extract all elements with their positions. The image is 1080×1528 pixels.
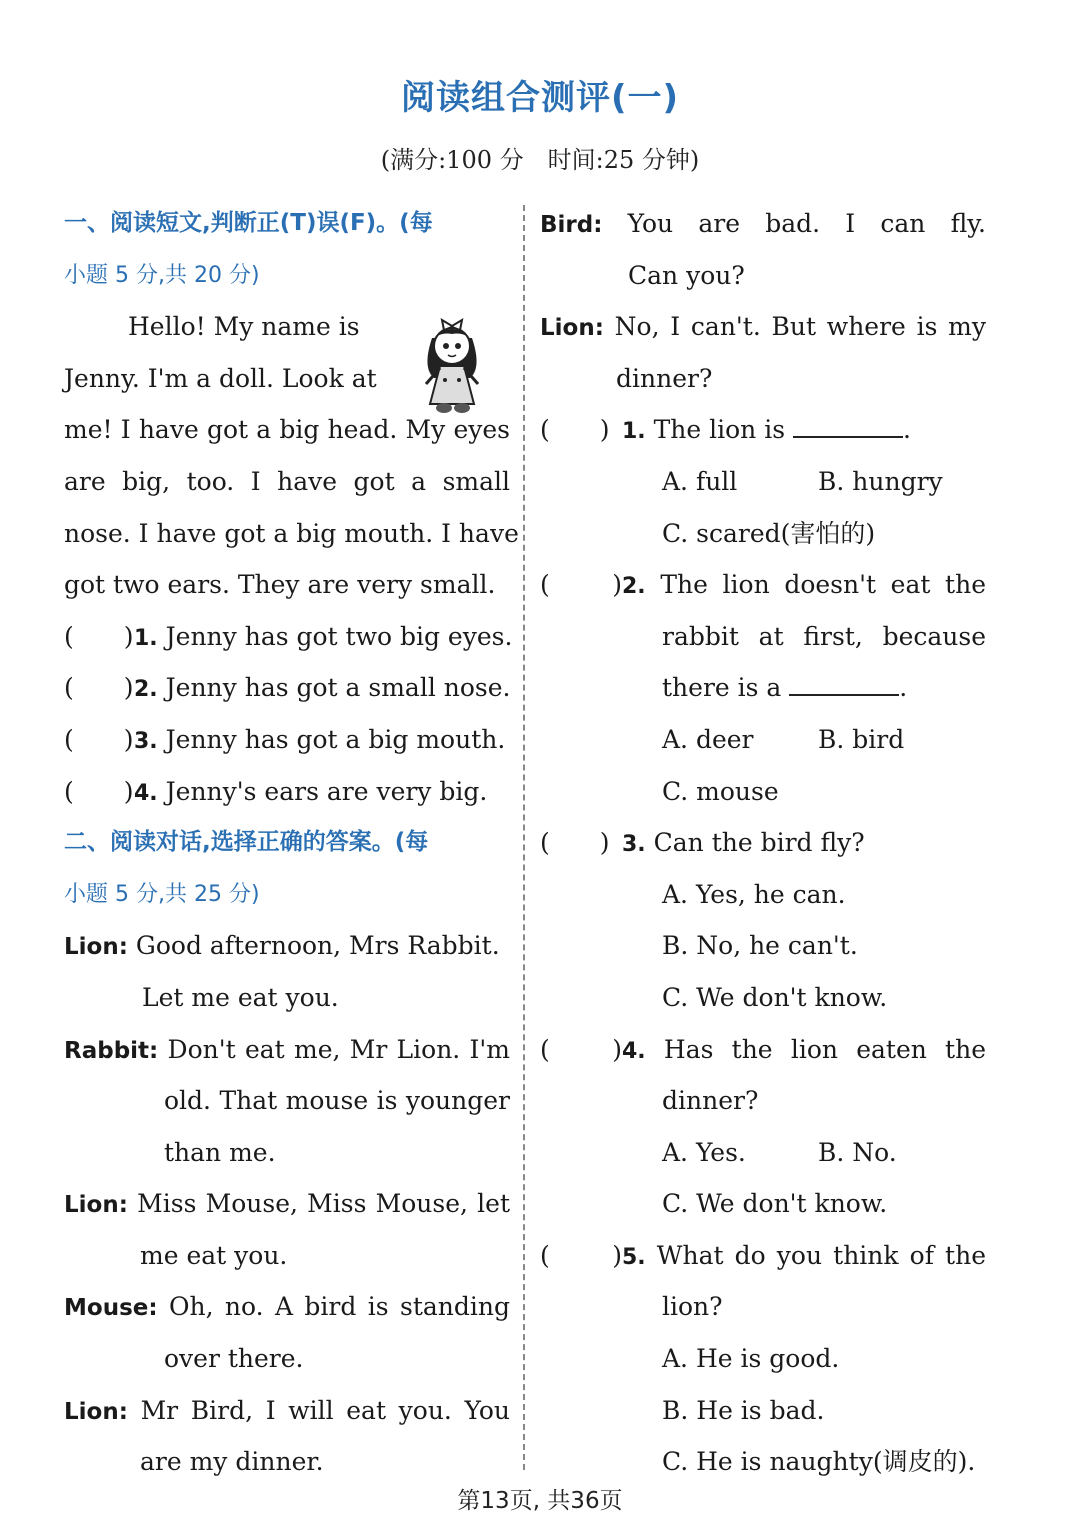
option-b[interactable]: B. hungry xyxy=(818,466,943,496)
question-text: Has the lion eaten the xyxy=(663,1034,986,1064)
page-number: 第13页, 共36页 xyxy=(457,1488,623,1514)
question-number: 2. xyxy=(622,574,646,600)
option-row xyxy=(540,508,986,560)
speaker-label: Lion: xyxy=(540,315,604,342)
dialogue-text: Don't eat me, Mr Lion. I'm xyxy=(167,1034,510,1064)
punctuation: . xyxy=(903,415,911,445)
answer-bracket[interactable]: ( ) xyxy=(540,570,622,600)
dialogue-text: No, I can't. But where is my xyxy=(614,312,986,342)
section2-heading-cont: 小题 5 分,共 25 分) xyxy=(64,881,260,907)
question-number: 5. xyxy=(622,1244,646,1270)
passage-line: Hello! My name is xyxy=(128,312,360,342)
question-text: The lion is xyxy=(653,415,786,445)
speaker-label: Mouse: xyxy=(64,1295,158,1322)
option-row xyxy=(540,714,986,766)
option-row xyxy=(540,1127,986,1179)
dialogue-line: Can you? xyxy=(628,260,745,290)
option-row xyxy=(540,920,986,972)
dialogue-line xyxy=(64,1281,510,1333)
question-text: there is a xyxy=(662,673,782,703)
option-a[interactable]: A. full xyxy=(662,466,738,496)
dialogue-text: Oh, no. A bird is standing xyxy=(168,1292,510,1322)
answer-blank[interactable] xyxy=(789,662,899,696)
dialogue-text: Good afternoon, Mrs Rabbit. xyxy=(135,931,500,961)
question-row xyxy=(540,1024,986,1076)
speaker-label: Rabbit: xyxy=(64,1037,159,1064)
question-text: The lion doesn't eat the xyxy=(660,570,987,600)
dialogue-line: old. That mouse is younger xyxy=(164,1086,510,1116)
question-row xyxy=(540,817,986,869)
dialogue-text: Miss Mouse, Miss Mouse, let xyxy=(137,1189,510,1219)
dialogue-line: are my dinner. xyxy=(140,1447,324,1477)
option-c[interactable]: C. mouse xyxy=(662,776,779,806)
question-row xyxy=(540,404,986,456)
option-b[interactable]: B. bird xyxy=(818,724,905,754)
speaker-label: Lion: xyxy=(64,1398,128,1425)
punctuation: . xyxy=(899,673,908,703)
question-row xyxy=(64,766,510,818)
dialogue-line: dinner? xyxy=(616,363,713,393)
dialogue-line: Let me eat you. xyxy=(142,982,339,1012)
option-row xyxy=(540,456,986,508)
question-text: What do you think of the xyxy=(656,1240,987,1270)
question-number: 3. xyxy=(134,728,158,754)
option-b[interactable]: B. He is bad. xyxy=(662,1395,825,1425)
question-number: 2. xyxy=(134,677,158,703)
option-row xyxy=(540,1385,986,1437)
dialogue-line xyxy=(64,1178,510,1230)
option-a[interactable]: A. deer xyxy=(662,724,754,754)
question-row xyxy=(540,1230,986,1282)
section1-heading: 一、阅读短文,判断正(T)误(F)。(每 xyxy=(64,210,433,236)
right-column xyxy=(540,198,986,1488)
question-number: 3. xyxy=(622,832,646,858)
speaker-label: Bird: xyxy=(540,212,603,238)
dialogue-line xyxy=(540,301,986,353)
answer-bracket[interactable]: ( ) xyxy=(64,621,134,651)
question-text: Jenny has got a small nose. xyxy=(165,673,511,703)
question-row xyxy=(540,662,986,714)
dialogue-text: Mr Bird, I will eat you. You xyxy=(140,1395,510,1425)
question-number: 4. xyxy=(622,1038,646,1064)
question-row xyxy=(64,662,510,714)
question-text: Can the bird fly? xyxy=(653,828,865,858)
answer-bracket[interactable]: ( ) xyxy=(540,1240,622,1270)
answer-bracket[interactable]: ( ) xyxy=(64,724,134,754)
answer-bracket[interactable]: ( ) xyxy=(64,673,134,703)
option-c[interactable]: C. scared(害怕的) xyxy=(662,518,876,548)
option-row xyxy=(540,1333,986,1385)
column-divider xyxy=(523,205,525,1470)
question-number: 1. xyxy=(622,419,646,445)
option-row xyxy=(540,1436,986,1488)
passage-line: are big, too. I have got a small xyxy=(64,466,510,496)
doll-illustration xyxy=(412,308,492,418)
option-b[interactable]: B. No. xyxy=(818,1137,897,1167)
dialogue-line xyxy=(64,1385,510,1437)
option-c[interactable]: C. He is naughty(调皮的). xyxy=(662,1447,976,1477)
passage-line: nose. I have got a big mouth. I have xyxy=(64,518,519,548)
answer-bracket[interactable]: ( ) xyxy=(64,776,134,806)
section2-heading: 二、阅读对话,选择正确的答案。(每 xyxy=(64,829,429,856)
dialogue-line xyxy=(540,198,986,250)
option-c[interactable]: C. We don't know. xyxy=(662,982,888,1012)
score-time-note: (满分:100 分 时间:25 分钟) xyxy=(380,146,700,174)
option-a[interactable]: A. He is good. xyxy=(662,1344,840,1374)
question-text: Jenny has got a big mouth. xyxy=(165,724,506,754)
question-row xyxy=(64,611,513,663)
option-a[interactable]: A. Yes. xyxy=(662,1137,746,1167)
speaker-label: Lion: xyxy=(64,1192,128,1219)
dialogue-line: than me. xyxy=(164,1137,276,1167)
question-text: rabbit at first, because xyxy=(662,621,986,651)
question-number: 1. xyxy=(134,625,158,651)
dialogue-text: You are bad. I can fly. xyxy=(627,209,986,238)
answer-blank[interactable] xyxy=(793,404,903,438)
dialogue-line xyxy=(64,1024,510,1076)
option-row xyxy=(540,1178,986,1230)
answer-bracket[interactable]: ( ) xyxy=(540,415,610,445)
section1-heading-cont: 小题 5 分,共 20 分) xyxy=(64,262,260,288)
passage-line: me! I have got a big head. My eyes xyxy=(64,415,510,445)
option-a[interactable]: A. Yes, he can. xyxy=(662,879,846,909)
answer-bracket[interactable]: ( ) xyxy=(540,828,610,858)
question-text: Jenny's ears are very big. xyxy=(165,776,488,806)
left-column xyxy=(64,198,519,1488)
passage-line: got two ears. They are very small. xyxy=(64,570,496,600)
option-c[interactable]: C. We don't know. xyxy=(662,1189,888,1219)
answer-bracket[interactable]: ( ) xyxy=(540,1034,622,1064)
option-row xyxy=(540,972,986,1024)
page-title: 阅读组合测评(一) xyxy=(400,78,680,118)
question-text: lion? xyxy=(662,1292,723,1322)
question-row xyxy=(540,559,986,611)
speaker-label: Lion: xyxy=(64,934,128,961)
dialogue-line: over there. xyxy=(164,1344,304,1374)
option-row xyxy=(540,869,986,921)
passage-line: Jenny. I'm a doll. Look at xyxy=(64,363,377,393)
question-row xyxy=(64,714,510,766)
dialogue-line xyxy=(64,920,510,972)
question-text: dinner? xyxy=(662,1086,759,1116)
question-text: Jenny has got two big eyes. xyxy=(165,621,513,651)
question-number: 4. xyxy=(134,780,158,806)
option-row xyxy=(540,766,986,818)
option-b[interactable]: B. No, he can't. xyxy=(662,931,858,961)
dialogue-line: me eat you. xyxy=(140,1240,288,1270)
